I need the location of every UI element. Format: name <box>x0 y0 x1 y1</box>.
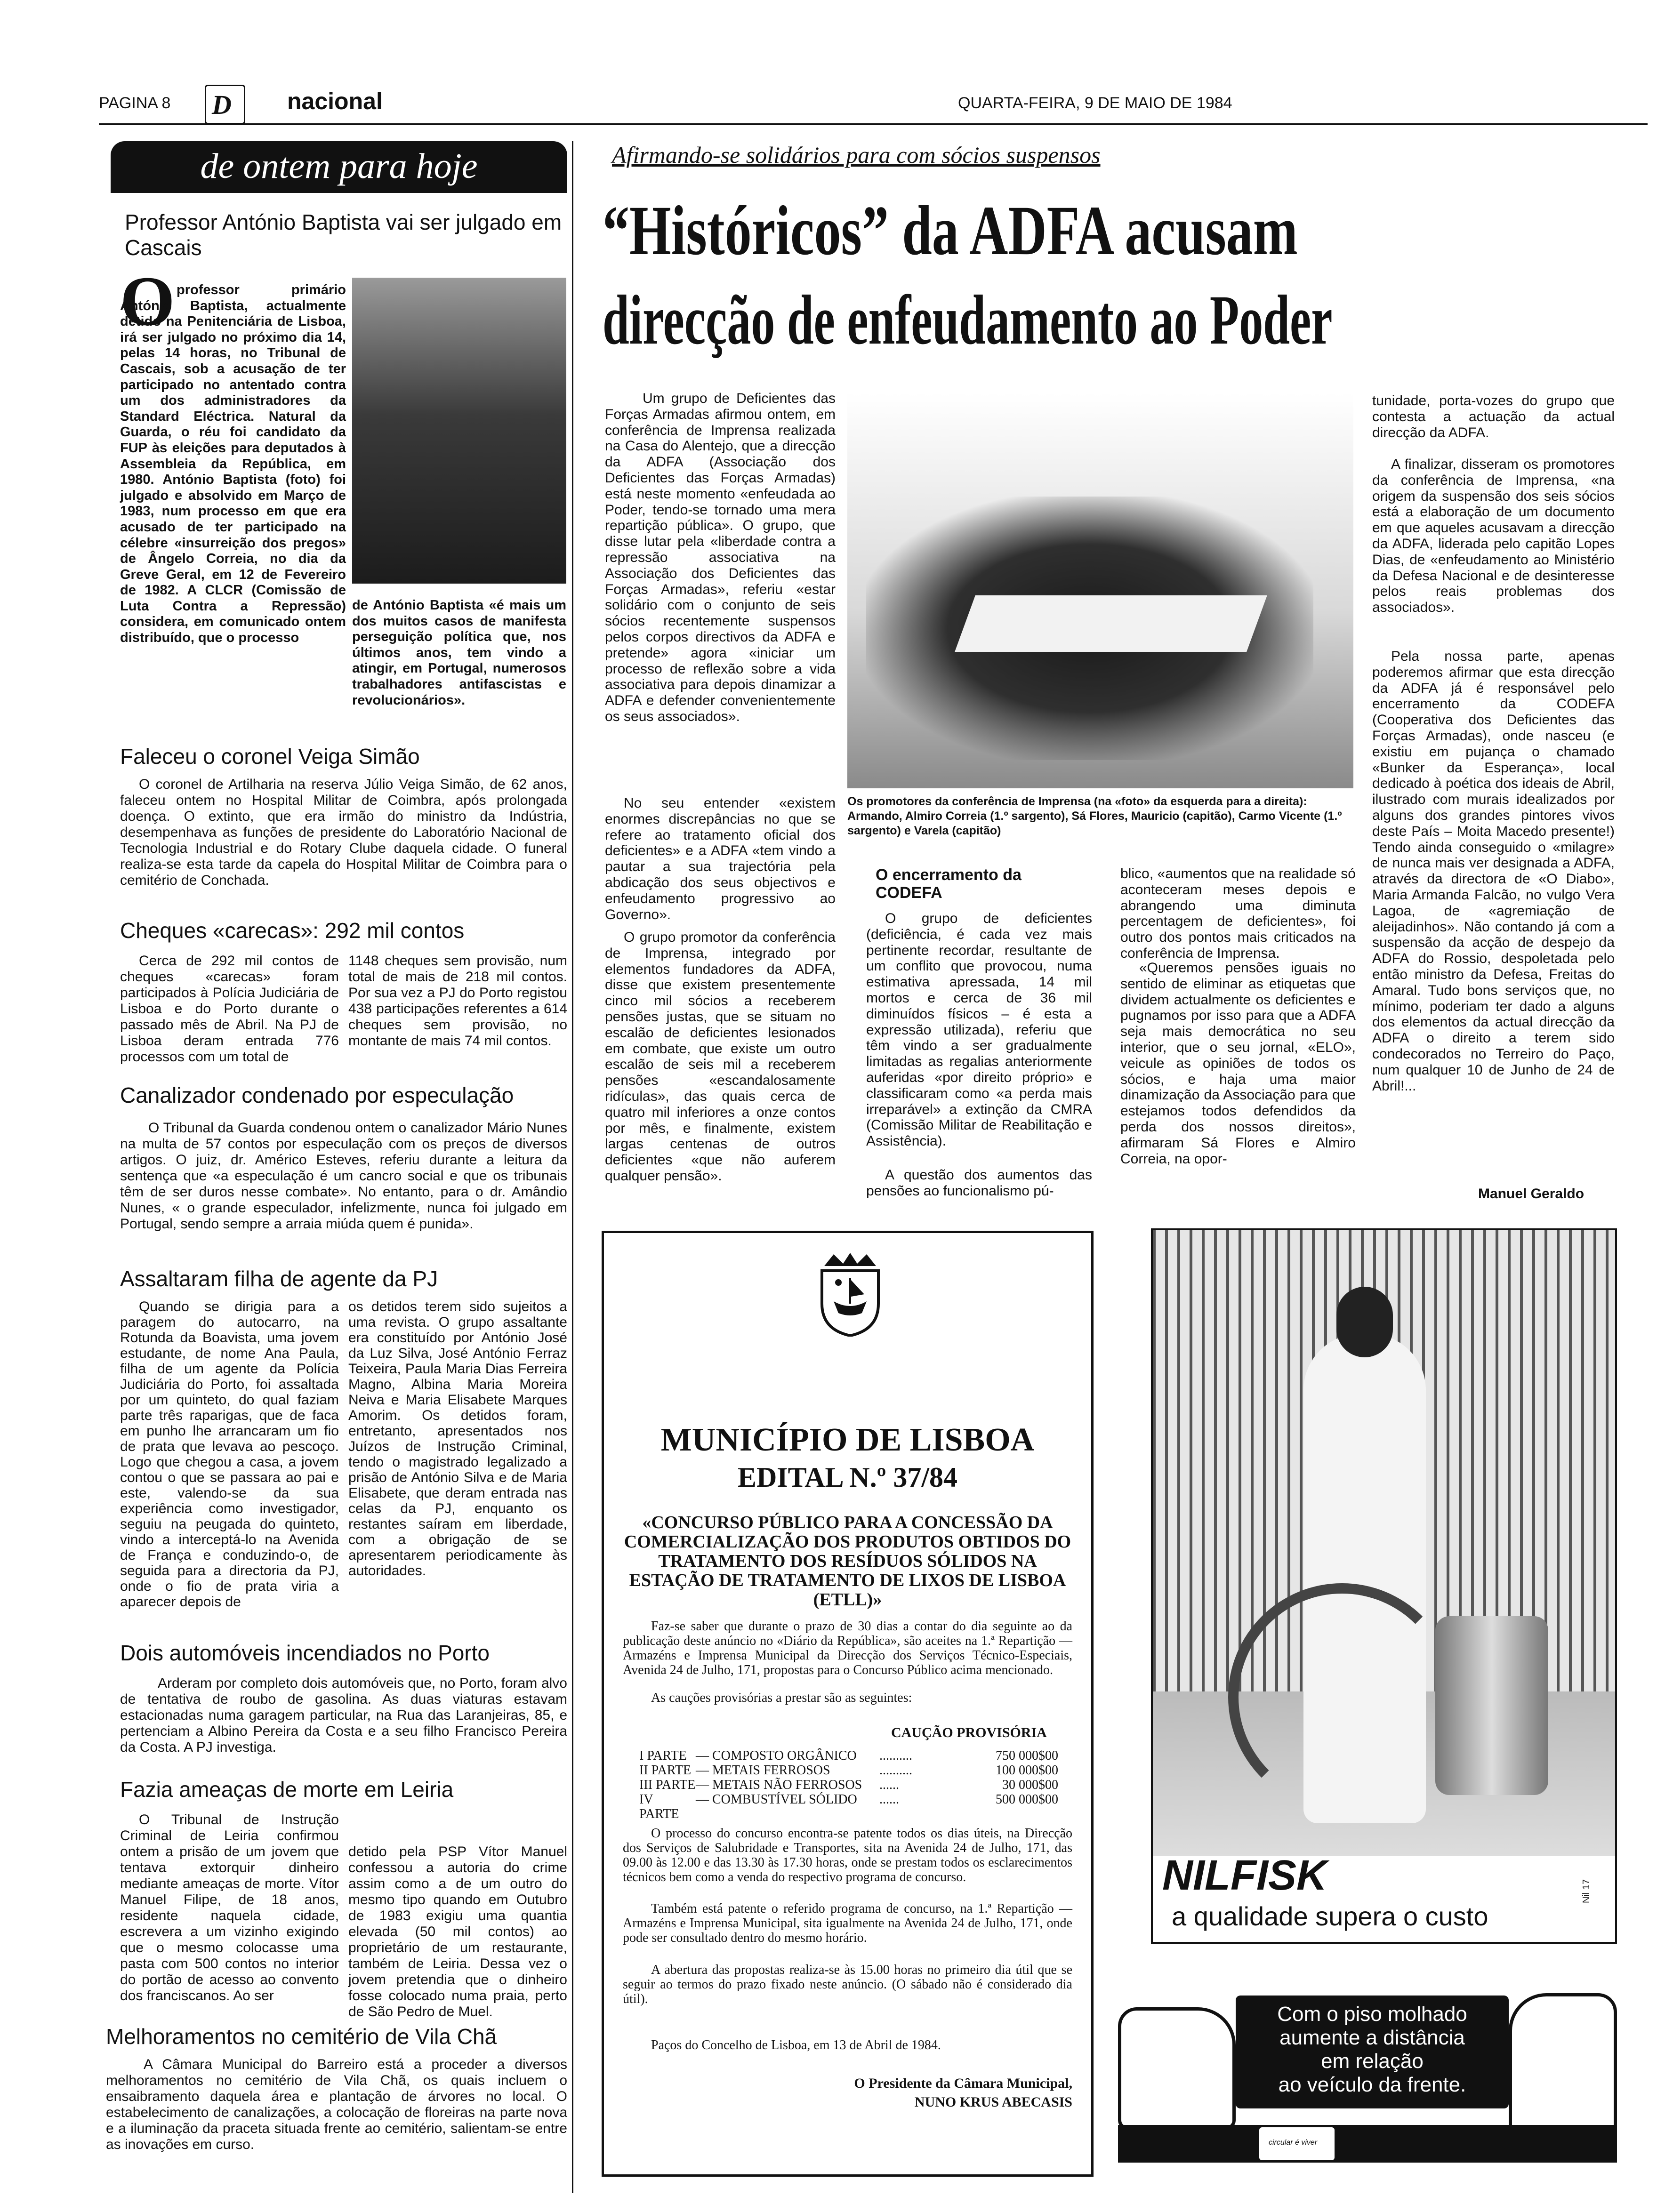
caucao-row <box>639 1778 1063 1792</box>
page-header <box>99 85 1648 127</box>
page-date: QUARTA-FEIRA, 9 DE MAIO DE 1984 <box>958 94 1232 112</box>
caucao-title: CAUÇÃO PROVISÓRIA <box>891 1725 1047 1740</box>
photo-worker-head <box>1336 1287 1393 1357</box>
photo-caption: Os promotores da conferência de Imprensa (na «foto» da esquerda para a direita): Armando, Almiro Correia (1.º sargento), Sá Flores, Mauricio (capitão), Carmo Vicente (1.º sargento) e Varela (capitão) <box>847 795 1342 837</box>
item-col1: Quando se dirigia para a paragem do autocarro, na Rotunda da Boavista, uma jovem estudante, de nome Ana Paula, filha de um agente da Polícia Judiciária do Porto, foi assaltada por um quinteto, do qual faziam parte três raparigas, que de faca em punho lhe arrancaram um fio de prata que levava ao pescoço. Logo que chegou a casa, a jovem contou o que se passara ao pai e este, valendo-se da sua experiência como investigador, seguiu na peugada do quinteto, vindo a interceptá-lo na Avenida de França e conduzindo-o, de seguida para a directoria da PJ, onde o fio de prata viria a aparecer depois de <box>120 1299 339 1610</box>
nilfisk-ad <box>1151 1228 1617 1944</box>
photo-caption-text: de António Baptista «é mais um dos muitos casos de manifesta perseguição política que, nos últimos anos, tem vindo a atingir, em Portugal, numerosos trabalhadores antifascistas e revolucionários». <box>352 598 566 708</box>
edital-para4: Também está patente o referido programa de concurso, na 1.ª Repartição — Armazéns e Imprensa Municipal, sita igualmente na Avenida 24 de Julho, 171, onde pode ser consultado dentro do mesmo horário. <box>623 1901 1072 1945</box>
caucao-row <box>639 1748 1063 1763</box>
item-body: Arderam por completo dois automóveis que, no Porto, foram alvo de tentativa de roubo de gasolina. As duas viaturas estavam estacionadas numa garagem particular, na Rua das Laranjeiras, 85, e pertenciam a Albino Pereira da Costa e a seu filho Francisco Pereira da Costa. A PJ investiga. <box>120 1675 567 1755</box>
caucao-part: II PARTE <box>639 1763 692 1778</box>
road-car-right-icon <box>1509 1993 1617 2134</box>
caucao-part: III PARTE <box>639 1778 696 1792</box>
road-message-line1: Com o piso molhado <box>1277 2003 1467 2026</box>
caucao-dots: ...... <box>879 1778 899 1792</box>
road-message-line2: aumente a distância <box>1279 2026 1465 2049</box>
story-headline-line1: “Históricos” da ADFA acusam <box>603 192 1298 270</box>
caucao-dots: .......... <box>879 1748 912 1763</box>
item-title: Cheques «carecas»: 292 mil contos <box>120 918 465 943</box>
conference-photo <box>847 393 1353 788</box>
item-title: Dois automóveis incendiados no Porto <box>120 1641 490 1665</box>
caucao-part: IV PARTE <box>639 1792 679 1821</box>
left-column-divider <box>572 141 573 2193</box>
road-bottom-band <box>1118 2125 1617 2163</box>
edital-para2: As cauções provisórias a prestar são as seguintes: <box>651 1691 912 1705</box>
circular-e-viver-logo <box>1259 2127 1335 2160</box>
header-rule <box>99 123 1648 125</box>
logo-glyph-icon: D <box>212 89 232 120</box>
caucao-item: — COMBUSTÍVEL SÓLIDO <box>696 1792 857 1807</box>
story-kicker: Afirmando-se solidários para com sócios suspensos <box>612 142 1101 168</box>
edital-signature-title: O Presidente da Câmara Municipal, <box>854 2076 1072 2091</box>
caucao-item: — COMPOSTO ORGÂNICO <box>696 1748 857 1763</box>
caucao-dots: .......... <box>879 1763 912 1778</box>
edital-para1: Faz-se saber que durante o prazo de 30 dias a contar do dia seguinte ao da publicação deste anúncio no «Diário da República», são aceites na 1.ª Repartição — Armazéns e Imprensa Municipal da Direcção dos Serviços Técnico-Especiais, Avenida 24 de Julho, 171, propostas para o Concurso Público acima mencionado. <box>623 1619 1072 1677</box>
nilfisk-code: Nil 17 <box>1581 1879 1592 1903</box>
item-col1: Cerca de 292 mil contos de cheques «carecas» foram participados à Polícia Judiciária de Lisboa e do Porto durante o passado mês de Abril. Na PJ de Lisboa deram entrada 776 processos com um total de <box>120 953 339 1065</box>
banner-title: de ontem para hoje <box>200 146 478 186</box>
caucao-dots: ...... <box>879 1792 899 1807</box>
road-safety-ad <box>1118 1965 1617 2181</box>
photo-vacuum-hose <box>1228 1583 1456 1811</box>
item-title: Assaltaram filha de agente da PJ <box>120 1266 438 1291</box>
item-body: O Tribunal da Guarda condenou ontem o canalizador Mário Nunes na multa de 57 contos por especulação com os preços de diversos artigos. O juiz, dr. Américo Esteves, referiu durante a leitura da sentença que «a especulação é um cancro social e que os tribunais têm de ser duros nesse combate». No entanto, para o dr. Amândio Nunes, « o grande especulador, infelizmente, nunca foi julgado em Portugal, sendo sempre a arraia miúda quem é punida». <box>120 1120 567 1232</box>
story-col3-para2: «Queremos pensões iguais no sentido de eliminar as etiquetas que dividem actualmente os deficientes e pugnamos por isso para que a ADFA seja mais democrática no seu interior, que o seu jornal, «ELO», veicule as opiniões de todos os sócios, e haja uma maior dinamização da Associação para que estejamos todos defendidos da perda dos nossos direitos», afirmaram Sá Flores e Almiro Correia, na opor- <box>1120 960 1356 1167</box>
edital-para5: A abertura das propostas realiza-se às 15.00 horas no primeiro dia útil que se seguir ao termos do prazo fixado neste anúncio. (O sábado não é considerado dia útil). <box>623 1963 1072 2006</box>
story-col1-para3: O grupo promotor da conferência de Imprensa, integrado por elementos fundadores da ADFA, disse que existem presentemente cinco mil sócios a receberem pensões justas, que se situam no escalão de deficientes lesionados em combate, que existe um outro escalão de seis mil a receberem pensões «escandalosamente ridículas», das quais cerca de quatro mil inferiores a onze contos por mês, e finalmente, existem largas centenas de outros deficientes «que não auferem qualquer pensão». <box>605 930 836 1184</box>
drop-cap: O <box>120 262 175 340</box>
caucao-value: 100 000$00 <box>996 1763 1058 1778</box>
edital-subtitle: EDITAL N.º 37/84 <box>737 1462 958 1493</box>
story-col4-para3: Pela nossa parte, apenas poderemos afirmar que esta direcção da ADFA já é responsável pelo encerramento da CODEFA (Cooperativa dos Deficientes das Forças Armadas), onde nasceu (e existiu em pujança o chamado «Bunker da Esperança», local dedicado à poética dos ideais de Abril, ilustrado com murais idealizados por alguns dos grandes pintores vivos deste País – Moita Macedo presente!) Tendo ainda conseguido o «milagre» de nunca mais ver designada a ADFA, através da directora de «O Diabo», Maria Armanda Falcão, no vulgo Vera Lagoa, de «agremiação de aleijadinhos». Não contando já com a suspensão da acção de despejo da ADFA do Rossio, despoletada pelo então ministro da Defesa, Freitas do Amaral. Tudo bons serviços que, no mínimo, poderiam ter dado a alguns dos elementos da actual direcção da ADFA o direito a terem sido condecorados no Terreiro do Paço, num qualquer 10 de Junho de 24 de Abril!... <box>1372 649 1615 1094</box>
item-title: Melhoramentos no cemitério de Vila Chã <box>106 2024 497 2049</box>
photo-table <box>955 595 1267 652</box>
story-col2-para1: O grupo de deficientes (deficiência, é cada vez mais pertinente recordar, resultante de um conflito que provocou, numa estimativa apressada, 14 mil mortos e cerca de 36 mil diminuídos físicos – é esta a expressão utilizada), referiu que têm vindo a ser gradualmente limitadas as regalias anteriormente auferidas «por direito próprio» e classificaram como «a perda mais irreparável» a extinção da CMRA (Comissão Militar de Reabilitação e Assistência). <box>866 911 1092 1149</box>
story-headline-line2: direcção de enfeudamento ao Poder <box>603 281 1333 359</box>
road-message-line4: ao veículo da frente. <box>1278 2073 1466 2096</box>
road-message-line3: em relação <box>1321 2050 1424 2073</box>
nilfisk-photo <box>1153 1230 1615 1856</box>
item-body: O coronel de Artilharia na reserva Júlio Veiga Simão, de 62 anos, faleceu ontem no Hospital Militar de Coimbra, após prolongada doença. O extinto, que era irmão do ministro da Indústria, desempenhava as funções de presidente do Laboratório Nacional de Tecnologia Industrial e do Rotary Clube daquela cidade. O funeral realiza-se esta tarde da capela do Hospital Militar de Coimbra para o cemitério de Conchada. <box>120 777 567 888</box>
road-car-left-icon <box>1118 2007 1236 2130</box>
edital-box <box>602 1231 1094 2177</box>
story-col4-para2: A finalizar, disseram os promotores da conferência de Imprensa, «na origem da suspensão dos seis sócios está a elaboração de um documento em que aqueles acusavam a direcção da ADFA, liderada pelo capitão Lopes Dias, de «enfeudamento ao Ministério da Defesa Nacional e de desinteresse pelos reais problemas dos associados». <box>1372 457 1615 616</box>
story-subhead: O encerramento da CODEFA <box>876 866 1022 902</box>
caucao-part: I PARTE <box>639 1748 687 1763</box>
item-col1: O Tribunal de Instrução Criminal de Leiria confirmou ontem a prisão de um jovem que tentava extorquir dinheiro mediante ameaças de morte. Vítor Manuel Filipe, de 18 anos, residente naquela cidade, escrevera a um vizinho exigindo que o mesmo colocasse uma pasta com 500 contos no interior do portão de acesso ao convento dos franciscanos. Ao ser <box>120 1812 339 2004</box>
story-col3-para1: blico, «aumentos que na realidade só aconteceram meses depois e abrangendo uma diminuta percentagem de deficientes», foi outro dos pontos mais criticados na conferência de Imprensa. <box>1120 866 1356 961</box>
edital-heading: «CONCURSO PÚBLICO PARA A CONCESSÃO DA COMERCIALIZAÇÃO DOS PRODUTOS OBTIDOS DO TRATAMENTO DOS RESÍDUOS SÓLIDOS NA ESTAÇÃO DE TRATAMENTO DE LIXOS DE LISBOA (ETLL)» <box>624 1513 1071 1610</box>
page-label: PAGINA 8 <box>99 94 171 112</box>
item-col2: detido pela PSP Vítor Manuel confessou a autoria do crime assim como a de um outro do mesmo tipo quando em Outubro de 1983 exigiu uma quantia elevada (50 mil contos) ao proprietário de um restaurante, também de Leiria. Dessa vez o jovem pretendia que o dinheiro fosse colocado numa praia, perto de São Pedro de Muel. <box>348 1844 567 2020</box>
story-col1-para1: Um grupo de Deficientes das Forças Armadas afirmou ontem, em conferência de Imprensa realizada na Casa do Alentejo, que a direcção da ADFA (Associação dos Deficientes das Forças Armadas) está neste momento «enfeudada ao Poder, tendo-se tornado uma mera repartição pública». O grupo, que disse lutar pela «liberdade contra a repressão associativa na Associação dos Deficientes das Forças Armadas», referiu «estar solidário com o conjunto de seis sócios recentemente suspensos pelos corpos directivos da ADFA e pretende» agora «iniciar um processo de reflexão sobre a vida associativa para depois dinamizar a ADFA e defender convenientemente os seus associados». <box>605 391 836 724</box>
caucao-value: 500 000$00 <box>996 1792 1058 1807</box>
edital-title: MUNICÍPIO DE LISBOA <box>660 1422 1035 1458</box>
newspaper-logo <box>205 85 245 124</box>
lisbon-coat-of-arms-icon <box>815 1252 885 1337</box>
story-col1-para2: No seu entender «existem enormes discrepâncias no que se refere ao tratamento oficial dos deficientes» e a ADFA «tem vindo a pautar a sua trajectória pela abdicação dos seus objectivos e enfeudamento progressivo ao Governo». <box>605 795 836 922</box>
caucao-row <box>639 1792 1063 1821</box>
story-col4-para1: tunidade, porta-vozes do grupo que contesta a actuação da actual direcção da ADFA. <box>1372 393 1615 441</box>
circular-e-viver-text: circular é viver <box>1269 2139 1318 2147</box>
item-lead: professor primário António Baptista, actualmente detido na Penitenciária de Lisboa, irá ser julgado no próximo dia 14, pelas 14 horas, no Tribunal de Cascais, sob a acusação de ter participado no antentado contra um dos administradores da Standard Eléctrica. Natural da Guarda, o réu foi candidato da FUP às eleições para deputados à Assembleia da República, em 1980. António Baptista (foto) foi julgado e absolvido em Março de 1983, num processo em que era acusado de ter participado na célebre «insurreição dos pregos» de Ângelo Correia, no dia da Greve Geral, em 12 de Fevereiro de 1982. A CLCR (Comissão de Luta Contra a Repressão) considera, em comunicado ontem distribuído, que o processo <box>120 282 346 646</box>
antonio-baptista-photo <box>352 278 566 584</box>
edital-signature-name: NUNO KRUS ABECASIS <box>914 2094 1072 2110</box>
item-title: Professor António Baptista vai ser julgado em Cascais <box>125 210 562 260</box>
caucao-value: 750 000$00 <box>996 1748 1058 1763</box>
caucao-value: 30 000$00 <box>1002 1778 1058 1792</box>
caucao-item: — METAIS NÃO FERROSOS <box>696 1778 862 1792</box>
item-title: Fazia ameaças de morte em Leiria <box>120 1777 454 1802</box>
item-title: Faleceu o coronel Veiga Simão <box>120 744 420 769</box>
edital-date-line: Paços do Concelho de Lisboa, em 13 de Abril de 1984. <box>651 2038 941 2052</box>
nilfisk-brand: NILFISK <box>1162 1852 1327 1899</box>
edital-para3: O processo do concurso encontra-se patente todos os dias úteis, na Direcção dos Serviços de Salubridade e Transportes, sita na Avenida 24 de Julho, 171, das 09.00 às 12.00 e das 13.30 às 17.30 horas, onde se prestam todos os esclarecimentos técnicos bem como a venda do respectivo programa de concurso. <box>623 1826 1072 1884</box>
caucao-item: — METAIS FERROSOS <box>696 1763 830 1778</box>
caucao-row <box>639 1763 1063 1778</box>
item-col2: os detidos terem sido sujeitos a uma revista. O grupo assaltante era constituído por António José da Luz Silva, José António Ferraz Teixeira, Paula Maria Dias Ferreira Magno, Albina Maria Moreira Neiva e Maria Elisabete Marques Amorim. Os detidos foram, entretanto, apresentados nos Juízos de Instrução Criminal, tendo o magistrado legalizado a prisão de António Silva e de Maria Elisabete, que deram entrada nas celas da PJ, enquanto os restantes saíram em liberdade, com a obrigação de se apresentarem periodicamente às autoridades. <box>348 1299 567 1579</box>
item-body: A Câmara Municipal do Barreiro está a proceder a diversos melhoramentos no cemitério de Vila Chã, os quais incluem o ensaibramento daquela área e plantação de árvores no local. O estabelecimento de canalizações, a colocação de floreiras na parte nova e a iluminação da praceta situada frente ao cemitério, salientam-se entre as inovações em curso. <box>106 2057 567 2152</box>
section-name: nacional <box>287 88 383 114</box>
item-title: Canalizador condenado por especulação <box>120 1083 514 1107</box>
story-col2-para2: A questão dos aumentos das pensões ao funcionalismo pú- <box>866 1167 1092 1199</box>
story-byline: Manuel Geraldo <box>1478 1186 1585 1202</box>
de-ontem-para-hoje-banner <box>111 141 567 193</box>
caucao-table <box>639 1748 1063 1821</box>
item-col2: 1148 cheques sem provisão, num total de mais de 218 mil contos. Por sua vez a PJ do Porto registou 438 participações referentes a 614 cheques sem provisão, no montante de mais 74 mil contos. <box>348 953 567 1049</box>
nilfisk-slogan: a qualidade supera o custo <box>1172 1901 1488 1931</box>
